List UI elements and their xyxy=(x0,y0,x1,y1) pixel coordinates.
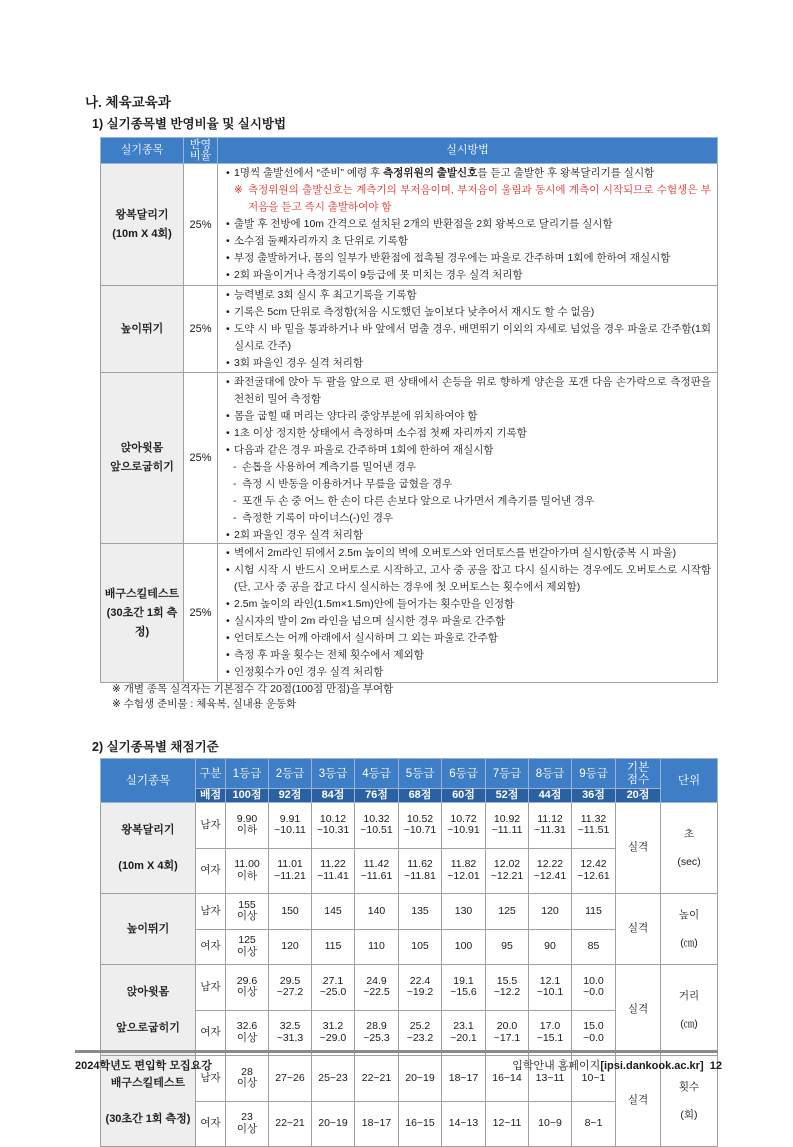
item-text: 다음과 같은 경우 파울로 간주하며 1회에 한하여 재실시함 xyxy=(234,444,494,456)
unit-symbol: (회) xyxy=(680,1109,698,1121)
gender-cell: 남자 xyxy=(196,803,226,849)
grade-value: 150 xyxy=(269,894,312,930)
item-text: 측정 시 반동을 이용하거나 무릎을 굽혔을 경우 xyxy=(242,478,453,490)
bullet-marker: • xyxy=(226,252,230,264)
grade-value: 25.2 ~23.2 xyxy=(399,1010,442,1056)
grade-value: 11.12 ~11.31 xyxy=(529,803,572,849)
grade-value: 95 xyxy=(486,929,529,965)
dash-marker: - xyxy=(233,461,237,473)
item-text: 시험 시작 시 반드시 오버토스로 시작하고, 고사 중 공을 잡고 다시 실시하는 경우에도 오버토스로 시작함(단, 고사 중 공을 잡고 다시 실시하는 경우에 첫 오버토스는 횟수에서 제외함) xyxy=(234,564,711,593)
list-item xyxy=(226,216,711,233)
bullet-marker: • xyxy=(226,564,230,576)
gender-cell: 여자 xyxy=(196,929,226,965)
table-row xyxy=(101,373,718,544)
method-cell xyxy=(218,286,718,373)
grade-value: 29.6 이상 xyxy=(226,965,269,1011)
grade-value: 120 xyxy=(529,894,572,930)
section-title: 나. 체육교육과 xyxy=(85,95,171,110)
header-event: 실기종목 xyxy=(101,759,196,803)
header-score: 92점 xyxy=(269,789,312,803)
bullet-marker: • xyxy=(226,410,230,422)
event-name-cell xyxy=(101,894,196,965)
header-score: 60점 xyxy=(442,789,486,803)
item-emphasis: 측정위원의 출발신호 xyxy=(383,167,478,179)
base-score-cell: 실격 xyxy=(616,803,661,894)
note-line: ※ 개별 종목 실격자는 기본점수 각 20점(100점 만점)을 부여함 xyxy=(112,683,394,695)
notes xyxy=(112,682,393,712)
item-text: 부정 출발하거나, 몸의 일부가 반환점에 접촉될 경우에는 파울로 간주하며 1회에 한하여 재실시함 xyxy=(234,252,671,264)
method-cell xyxy=(218,544,718,683)
footer-site-url: [ipsi.dankook.ac.kr] xyxy=(600,1060,704,1072)
grade-value: 100 xyxy=(442,929,486,965)
bullet-marker: • xyxy=(226,615,230,627)
grade-value: 115 xyxy=(312,929,355,965)
grade-value: 14~13 xyxy=(442,1101,486,1147)
bullet-marker: • xyxy=(226,269,230,281)
ratio-cell: 25% xyxy=(184,164,218,286)
header-grade: 2등급 xyxy=(269,759,312,789)
bullet-marker: • xyxy=(226,632,230,644)
event-name: 높이뛰기 xyxy=(120,322,164,335)
header-category: 구분 xyxy=(196,759,226,789)
grade-value: 11.62 ~11.81 xyxy=(399,848,442,894)
header-score: 44점 xyxy=(529,789,572,803)
grade-value: 15.5 ~12.2 xyxy=(486,965,529,1011)
table-row xyxy=(101,803,718,849)
grade-value: 20~19 xyxy=(312,1101,355,1147)
header-grade: 6등급 xyxy=(442,759,486,789)
grade-value: 8~1 xyxy=(572,1101,616,1147)
grade-value: 10~9 xyxy=(529,1101,572,1147)
header-score: 20점 xyxy=(616,789,661,803)
grade-value: 12.22 ~12.41 xyxy=(529,848,572,894)
grade-value: 24.9 ~22.5 xyxy=(355,965,399,1011)
header-score: 100점 xyxy=(226,789,269,803)
bullet-marker: • xyxy=(226,598,230,610)
header-score: 36점 xyxy=(572,789,616,803)
bullet-marker: • xyxy=(226,427,230,439)
method-list xyxy=(218,286,717,372)
list-item xyxy=(226,545,711,562)
grade-value: 11.32 ~11.51 xyxy=(572,803,616,849)
list-item xyxy=(226,613,711,630)
unit-symbol: (㎝) xyxy=(680,1018,698,1030)
event-detail: (30초간 1회 측정) xyxy=(106,606,178,638)
grade-value: 10.52 ~10.71 xyxy=(399,803,442,849)
grade-value: 145 xyxy=(312,894,355,930)
event-detail: 앞으로굽히기 xyxy=(116,1022,180,1034)
list-item xyxy=(226,287,711,304)
item-text: 몸을 굽힐 때 머리는 양다리 중앙부분에 위치하여야 함 xyxy=(234,410,478,422)
footer-site xyxy=(512,1057,722,1073)
grade-value: 9.90 이하 xyxy=(226,803,269,849)
list-item xyxy=(226,267,711,284)
event-name: 앉아윗몸 xyxy=(126,986,170,998)
grade-value: 10.0 ~0.0 xyxy=(572,965,616,1011)
item-text: 2회 파울이거나 측정기록이 9등급에 못 미치는 경우 실격 처리함 xyxy=(234,269,523,281)
dash-marker: - xyxy=(233,512,237,524)
grade-value: 20~19 xyxy=(399,1056,442,1102)
unit-cell xyxy=(661,803,718,894)
grade-value: 11.22 ~11.41 xyxy=(312,848,355,894)
bullet-marker: • xyxy=(226,323,230,335)
event-name-cell xyxy=(101,286,184,373)
list-item xyxy=(226,408,711,425)
list-item xyxy=(226,374,711,408)
item-text: 소수점 둘째자리까지 초 단위로 기록함 xyxy=(234,235,408,247)
scoring-table xyxy=(100,758,718,1147)
note-text: 측정위원의 출발신호는 계측기의 부저음이며, 부저음이 울림과 동시에 계측이 시작되므로 수험생은 부저음을 듣고 즉시 출발하여야 함 xyxy=(248,184,711,213)
event-name-cell xyxy=(101,803,196,894)
grade-value: 29.5 ~27.2 xyxy=(269,965,312,1011)
sub-item xyxy=(233,510,711,527)
bullet-marker: • xyxy=(226,167,230,179)
event-name: 배구스킬테스트 xyxy=(110,1077,186,1089)
unit-symbol: (㎝) xyxy=(680,937,698,949)
grade-value: 11.01 ~11.21 xyxy=(269,848,312,894)
bullet-marker: • xyxy=(226,289,230,301)
item-text: 인정횟수가 0인 경우 실격 처리함 xyxy=(234,666,384,678)
grade-value: 27~26 xyxy=(269,1056,312,1102)
grade-value: 28 이상 xyxy=(226,1056,269,1102)
header-score: 76점 xyxy=(355,789,399,803)
grade-value: 32.5 ~31.3 xyxy=(269,1010,312,1056)
bullet-marker: • xyxy=(226,357,230,369)
header-event: 실기종목 xyxy=(101,138,184,164)
header-grade: 3등급 xyxy=(312,759,355,789)
bullet-marker: • xyxy=(226,649,230,661)
item-text: 측정 후 파울 횟수는 전체 횟수에서 제외함 xyxy=(234,649,424,661)
ratio-cell: 25% xyxy=(184,286,218,373)
item-text: 3회 파울인 경우 실격 처리함 xyxy=(234,357,364,369)
grade-value: 11.00 이하 xyxy=(226,848,269,894)
item-text: 2.5m 높이의 라인(1.5m×1.5m)안에 들어가는 횟수만을 인정함 xyxy=(234,598,515,610)
note-marker: ※ xyxy=(234,184,243,196)
base-score-cell: 실격 xyxy=(616,894,661,965)
item-text: 2회 파울인 경우 실격 처리함 xyxy=(234,529,364,541)
list-item xyxy=(226,165,711,182)
sub-item xyxy=(233,459,711,476)
grade-value: 27.1 ~25.0 xyxy=(312,965,355,1011)
event-detail: 앞으로굽히기 xyxy=(110,461,174,473)
method-list xyxy=(218,544,717,682)
item-text: 출발 후 전방에 10m 간격으로 설치된 2개의 반환점을 2회 왕복으로 달리기를 실시함 xyxy=(234,218,613,230)
item-text: 능력별로 3회 실시 후 최고기록을 기록함 xyxy=(234,289,417,301)
grade-value: 12.42 ~12.61 xyxy=(572,848,616,894)
ratio-cell: 25% xyxy=(184,373,218,544)
header-unit: 단위 xyxy=(661,759,718,803)
table-header-row xyxy=(101,138,718,164)
header-method: 실시방법 xyxy=(218,138,718,164)
item-text: 기록은 5cm 단위로 측정함(처음 시도했던 높이보다 낮추어서 재시도 할 수 없음) xyxy=(234,306,595,318)
header-grade: 5등급 xyxy=(399,759,442,789)
item-text: 1명씩 출발선에서 “준비” 예령 후 xyxy=(234,167,384,179)
header-base-score: 기본 점수 xyxy=(616,759,661,789)
header-grade: 1등급 xyxy=(226,759,269,789)
bullet-marker: • xyxy=(226,444,230,456)
event-name: 배구스킬테스트 xyxy=(104,587,180,600)
method-cell xyxy=(218,373,718,544)
grade-value: 115 xyxy=(572,894,616,930)
grade-value: 85 xyxy=(572,929,616,965)
list-item xyxy=(226,664,711,681)
header-grade: 8등급 xyxy=(529,759,572,789)
unit-name: 초 xyxy=(683,828,695,840)
list-item xyxy=(226,355,711,372)
note-line: ※ 수험생 준비물 : 체육복, 실내용 운동화 xyxy=(112,698,297,710)
grade-value: 12~11 xyxy=(486,1101,529,1147)
list-item xyxy=(226,321,711,355)
event-detail: (10m X 4회) xyxy=(112,227,172,240)
grade-value: 16~15 xyxy=(399,1101,442,1147)
grade-value: 18~17 xyxy=(442,1056,486,1102)
unit-cell xyxy=(661,894,718,965)
table-row xyxy=(101,286,718,373)
footer-title: 2024학년도 편입학 모집요강 xyxy=(75,1060,212,1072)
gender-cell: 여자 xyxy=(196,1010,226,1056)
grade-value: 140 xyxy=(355,894,399,930)
list-item xyxy=(226,647,711,664)
gender-cell: 남자 xyxy=(196,1056,226,1102)
grade-value: 15.0 ~0.0 xyxy=(572,1010,616,1056)
header-ratio: 반영 비율 xyxy=(184,138,218,164)
table2-heading: 2) 실기종목별 채점기준 xyxy=(92,740,219,754)
event-name-cell xyxy=(101,373,184,544)
header-score: 84점 xyxy=(312,789,355,803)
sub-item xyxy=(233,493,711,510)
bullet-marker: • xyxy=(226,235,230,247)
grade-value: 23.1 ~20.1 xyxy=(442,1010,486,1056)
bullet-marker: • xyxy=(226,218,230,230)
table-header-row xyxy=(101,759,718,789)
grade-value: 32.6 이상 xyxy=(226,1010,269,1056)
list-item xyxy=(226,630,711,647)
item-text: 벽에서 2m라인 뒤에서 2.5m 높이의 벽에 오버토스와 언더토스를 번갈아가며 실시함(중복 시 파울) xyxy=(234,547,677,559)
footer-divider xyxy=(75,1050,718,1053)
item-text: 실시자의 발이 2m 라인을 넘으며 실시한 경우 파울로 간주함 xyxy=(234,615,506,627)
method-list xyxy=(218,164,717,285)
event-name: 왕복달리기 xyxy=(115,208,169,221)
list-item xyxy=(226,527,711,544)
list-item xyxy=(226,250,711,267)
list-item xyxy=(226,562,711,596)
footer-site-label: 입학안내 홈페이지 xyxy=(512,1060,601,1072)
event-name-cell xyxy=(101,965,196,1056)
event-name: 왕복달리기 xyxy=(121,824,175,836)
item-text: 포갠 두 손 중 어느 한 손이 다른 손보다 앞으로 나가면서 계측기를 밀어낸 경우 xyxy=(242,495,595,507)
unit-name: 횟수 xyxy=(678,1081,700,1093)
dash-marker: - xyxy=(233,495,237,507)
bullet-marker: • xyxy=(226,529,230,541)
list-item xyxy=(226,596,711,613)
grade-value: 120 xyxy=(269,929,312,965)
grade-value: 10.12 ~10.31 xyxy=(312,803,355,849)
table1-heading: 1) 실기종목별 반영비율 및 실시방법 xyxy=(92,117,287,131)
header-score-label: 배점 xyxy=(196,789,226,803)
list-item xyxy=(226,442,711,459)
grade-value: 23 이상 xyxy=(226,1101,269,1147)
grade-value: 17.0 ~15.1 xyxy=(529,1010,572,1056)
dash-marker: - xyxy=(233,478,237,490)
event-name: 앉아윗몸 xyxy=(120,442,164,454)
header-grade: 4등급 xyxy=(355,759,399,789)
item-text: 도약 시 바 밑을 통과하거나 바 앞에서 멈출 경우, 배면뛰기 이외의 자세로 넘었을 경우 파울로 간주함(1회 실시로 간주) xyxy=(234,323,711,352)
gender-cell: 여자 xyxy=(196,848,226,894)
event-name: 높이뛰기 xyxy=(126,923,170,935)
table-row xyxy=(101,965,718,1011)
header-grade: 7등급 xyxy=(486,759,529,789)
grade-value: 9.91 ~10.11 xyxy=(269,803,312,849)
bullet-marker: • xyxy=(226,666,230,678)
grade-value: 18~17 xyxy=(355,1101,399,1147)
grade-value: 125 xyxy=(486,894,529,930)
item-text: 좌전굴대에 앉아 두 팔을 앞으로 편 상태에서 손등을 위로 향하게 양손을 포갠 다음 손가락으로 측정판을 천천히 밀어 측정함 xyxy=(234,376,711,405)
warning-note xyxy=(234,182,711,216)
unit-name: 높이 xyxy=(678,909,700,921)
method-table xyxy=(100,137,718,683)
table-row xyxy=(101,894,718,930)
grade-value: 11.42 ~11.61 xyxy=(355,848,399,894)
gender-cell: 남자 xyxy=(196,965,226,1011)
grade-value: 90 xyxy=(529,929,572,965)
method-list xyxy=(218,373,717,543)
base-score-cell: 실격 xyxy=(616,1056,661,1147)
grade-value: 28.9 ~25.3 xyxy=(355,1010,399,1056)
page-number: 12 xyxy=(709,1060,722,1072)
grade-value: 135 xyxy=(399,894,442,930)
grade-value: 10~1 xyxy=(572,1056,616,1102)
grade-value: 11.82 ~12.01 xyxy=(442,848,486,894)
bullet-marker: • xyxy=(226,306,230,318)
grade-value: 10.72 ~10.91 xyxy=(442,803,486,849)
grade-value: 16~14 xyxy=(486,1056,529,1102)
gender-cell: 여자 xyxy=(196,1101,226,1147)
sub-item xyxy=(233,476,711,493)
item-text: 언더토스는 어깨 아래에서 실시하며 그 외는 파울로 간주함 xyxy=(234,632,498,644)
grade-value: 10.92 ~11.11 xyxy=(486,803,529,849)
grade-value: 22.4 ~19.2 xyxy=(399,965,442,1011)
bullet-marker: • xyxy=(226,547,230,559)
item-text: 1초 이상 정지한 상태에서 측정하며 소수점 첫째 자리까지 기록함 xyxy=(234,427,527,439)
list-item xyxy=(226,233,711,250)
grade-value: 130 xyxy=(442,894,486,930)
grade-value: 155 이상 xyxy=(226,894,269,930)
method-cell xyxy=(218,164,718,286)
grade-value: 12.1 ~10.1 xyxy=(529,965,572,1011)
grade-value: 25~23 xyxy=(312,1056,355,1102)
gender-cell: 남자 xyxy=(196,894,226,930)
event-name-cell xyxy=(101,164,184,286)
event-detail: (30초간 1회 측정) xyxy=(105,1113,191,1125)
grade-value: 110 xyxy=(355,929,399,965)
grade-value: 12.02 ~12.21 xyxy=(486,848,529,894)
header-score: 68점 xyxy=(399,789,442,803)
bullet-marker: • xyxy=(226,376,230,388)
grade-value: 125 이상 xyxy=(226,929,269,965)
header-grade: 9등급 xyxy=(572,759,616,789)
grade-value: 31.2 ~29.0 xyxy=(312,1010,355,1056)
item-text: 를 듣고 출발한 후 왕복달리기를 실시함 xyxy=(477,167,655,179)
grade-value: 22~21 xyxy=(355,1056,399,1102)
grade-value: 22~21 xyxy=(269,1101,312,1147)
table-row xyxy=(101,164,718,286)
grade-value: 10.32 ~10.51 xyxy=(355,803,399,849)
list-item xyxy=(226,425,711,442)
list-item xyxy=(226,304,711,321)
unit-name: 거리 xyxy=(678,990,700,1002)
table-row xyxy=(101,544,718,683)
grade-value: 20.0 ~17.1 xyxy=(486,1010,529,1056)
event-detail: (10m X 4회) xyxy=(118,860,178,872)
item-text: 손톱을 사용하여 계측기를 밀어낸 경우 xyxy=(242,461,416,473)
unit-cell xyxy=(661,965,718,1056)
unit-symbol: (sec) xyxy=(677,856,701,868)
event-name-cell xyxy=(101,544,184,683)
grade-value: 13~11 xyxy=(529,1056,572,1102)
grade-value: 105 xyxy=(399,929,442,965)
item-text: 측정한 기록이 마이너스(-)인 경우 xyxy=(242,512,394,524)
base-score-cell: 실격 xyxy=(616,965,661,1056)
ratio-cell: 25% xyxy=(184,544,218,683)
grade-value: 19.1 ~15.6 xyxy=(442,965,486,1011)
header-score: 52점 xyxy=(486,789,529,803)
